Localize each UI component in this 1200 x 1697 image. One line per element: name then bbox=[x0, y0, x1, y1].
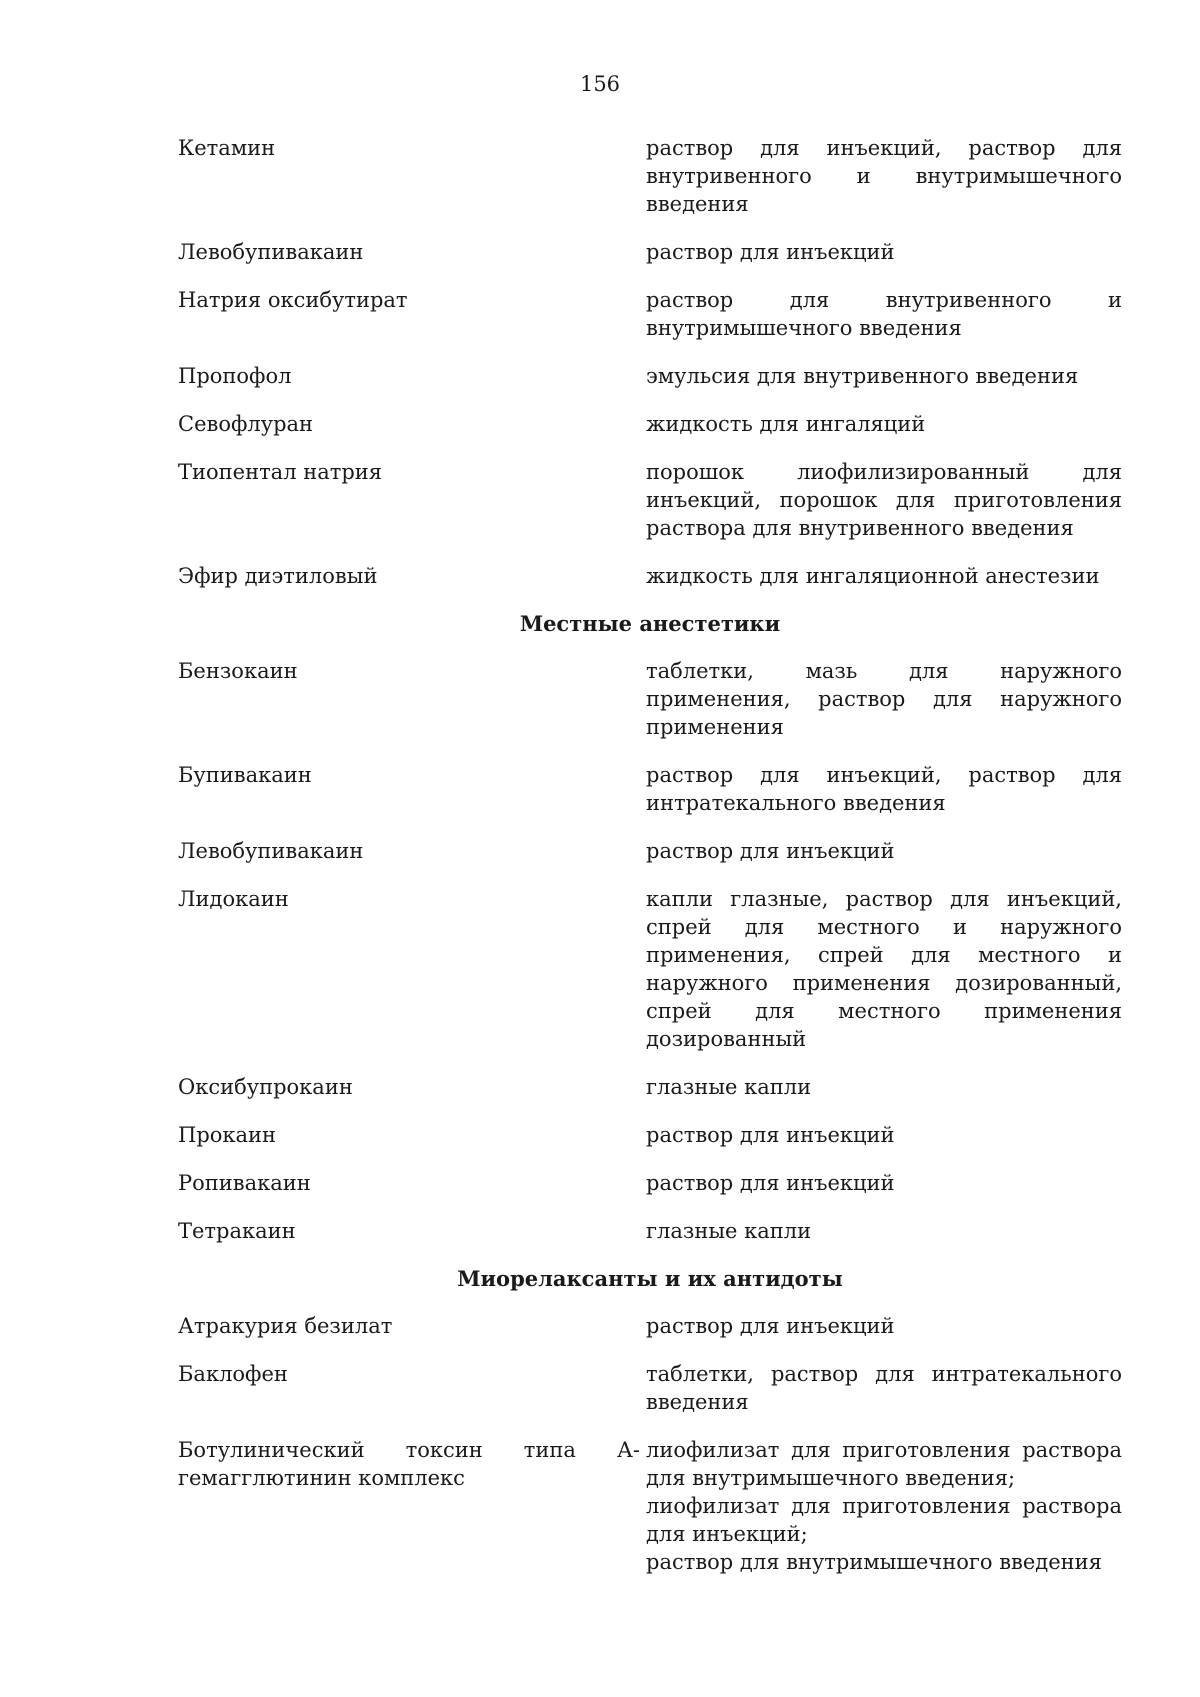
dosage-form: раствор для инъекций bbox=[646, 240, 895, 264]
dosage-form: порошок лиофилизированный для инъекций, порошок для приготовления раствора для внутривенного введения bbox=[646, 460, 1122, 540]
drug-name: Кетамин bbox=[178, 136, 276, 160]
drug-row bbox=[178, 562, 1128, 590]
dosage-form: таблетки, мазь для наружного применения, раствор для наружного применения bbox=[646, 659, 1122, 739]
drug-name: Тетракаин bbox=[178, 1219, 296, 1243]
drug-row bbox=[178, 837, 1128, 865]
dosage-forms bbox=[646, 657, 1122, 741]
drug-row bbox=[178, 885, 1128, 1053]
dosage-forms bbox=[646, 238, 1122, 266]
drug-name: Ботулинический токсин типа А-гемагглютинин комплекс bbox=[178, 1438, 640, 1490]
drug-name: Левобупивакаин bbox=[178, 240, 364, 264]
dosage-forms bbox=[646, 1312, 1122, 1340]
drug-name: Натрия оксибутират bbox=[178, 288, 408, 312]
dosage-forms bbox=[646, 1073, 1122, 1101]
dosage-forms bbox=[646, 1121, 1122, 1149]
page-number: 156 bbox=[579, 72, 621, 96]
dosage-form: раствор для инъекций bbox=[646, 1123, 895, 1147]
dosage-forms bbox=[646, 1169, 1122, 1197]
dosage-form: таблетки, раствор для интратекального введения bbox=[646, 1362, 1122, 1414]
drug-row bbox=[178, 362, 1128, 390]
dosage-forms bbox=[646, 134, 1122, 218]
drug-name: Оксибупрокаин bbox=[178, 1075, 353, 1099]
drug-name: Тиопентал натрия bbox=[178, 460, 383, 484]
drug-row bbox=[178, 134, 1128, 218]
dosage-forms bbox=[646, 286, 1122, 342]
dosage-form: раствор для инъекций bbox=[646, 839, 895, 863]
drug-row bbox=[178, 1121, 1128, 1149]
drug-name: Севофлуран bbox=[178, 412, 314, 436]
drug-name: Бупивакаин bbox=[178, 763, 312, 787]
drug-row bbox=[178, 238, 1128, 266]
dosage-form: лиофилизат для приготовления раствора для инъекций; bbox=[646, 1494, 1122, 1546]
drug-name: Атракурия безилат bbox=[178, 1314, 393, 1338]
dosage-form: лиофилизат для приготовления раствора для внутримышечного введения; bbox=[646, 1438, 1122, 1490]
drug-row bbox=[178, 1312, 1128, 1340]
drug-row bbox=[178, 286, 1128, 342]
drug-row bbox=[178, 1360, 1128, 1416]
drug-name: Ропивакаин bbox=[178, 1171, 311, 1195]
dosage-forms bbox=[646, 1360, 1122, 1416]
dosage-form: жидкость для ингаляционной анестезии bbox=[646, 564, 1100, 588]
dosage-form: раствор для инъекций, раствор для внутривенного и внутримышечного введения bbox=[646, 136, 1122, 216]
drug-row bbox=[178, 657, 1128, 741]
dosage-forms bbox=[646, 1436, 1122, 1576]
dosage-forms bbox=[646, 837, 1122, 865]
drug-list bbox=[178, 134, 1128, 1596]
drug-row bbox=[178, 1169, 1128, 1197]
drug-name: Бензокаин bbox=[178, 659, 298, 683]
dosage-forms bbox=[646, 761, 1122, 817]
drug-name: Прокаин bbox=[178, 1123, 277, 1147]
dosage-form: раствор для внутривенного и внутримышечного введения bbox=[646, 288, 1122, 340]
dosage-form: эмульсия для внутривенного введения bbox=[646, 364, 1079, 388]
dosage-form: глазные капли bbox=[646, 1075, 812, 1099]
dosage-form: раствор для инъекций bbox=[646, 1314, 895, 1338]
drug-row bbox=[178, 1217, 1128, 1245]
dosage-form: раствор для инъекций, раствор для интратекального введения bbox=[646, 763, 1122, 815]
drug-name: Баклофен bbox=[178, 1362, 288, 1386]
drug-name: Левобупивакаин bbox=[178, 839, 364, 863]
dosage-form: раствор для внутримышечного введения bbox=[646, 1550, 1102, 1574]
dosage-form: капли глазные, раствор для инъекций, спрей для местного и наружного применения, спрей для местного и наружного применения дозированный, спрей для местного применения дозированный bbox=[646, 887, 1122, 1051]
drug-row bbox=[178, 1436, 1128, 1576]
drug-row bbox=[178, 1073, 1128, 1101]
drug-name: Пропофол bbox=[178, 364, 292, 388]
dosage-forms bbox=[646, 885, 1122, 1053]
dosage-forms bbox=[646, 1217, 1122, 1245]
section-title: Миорелаксанты и их антидоты bbox=[457, 1266, 843, 1291]
section bbox=[178, 134, 1128, 590]
drug-name: Лидокаин bbox=[178, 887, 289, 911]
dosage-forms bbox=[646, 410, 1122, 438]
drug-name: Эфир диэтиловый bbox=[178, 564, 378, 588]
drug-row bbox=[178, 458, 1128, 542]
section-title: Местные анестетики bbox=[519, 611, 781, 636]
dosage-form: жидкость для ингаляций bbox=[646, 412, 926, 436]
dosage-form: глазные капли bbox=[646, 1219, 812, 1243]
drug-row bbox=[178, 410, 1128, 438]
section bbox=[178, 610, 1128, 1245]
dosage-forms bbox=[646, 362, 1122, 390]
dosage-forms bbox=[646, 458, 1122, 542]
dosage-forms bbox=[646, 562, 1122, 590]
section bbox=[178, 1265, 1128, 1576]
drug-row bbox=[178, 761, 1128, 817]
dosage-form: раствор для инъекций bbox=[646, 1171, 895, 1195]
